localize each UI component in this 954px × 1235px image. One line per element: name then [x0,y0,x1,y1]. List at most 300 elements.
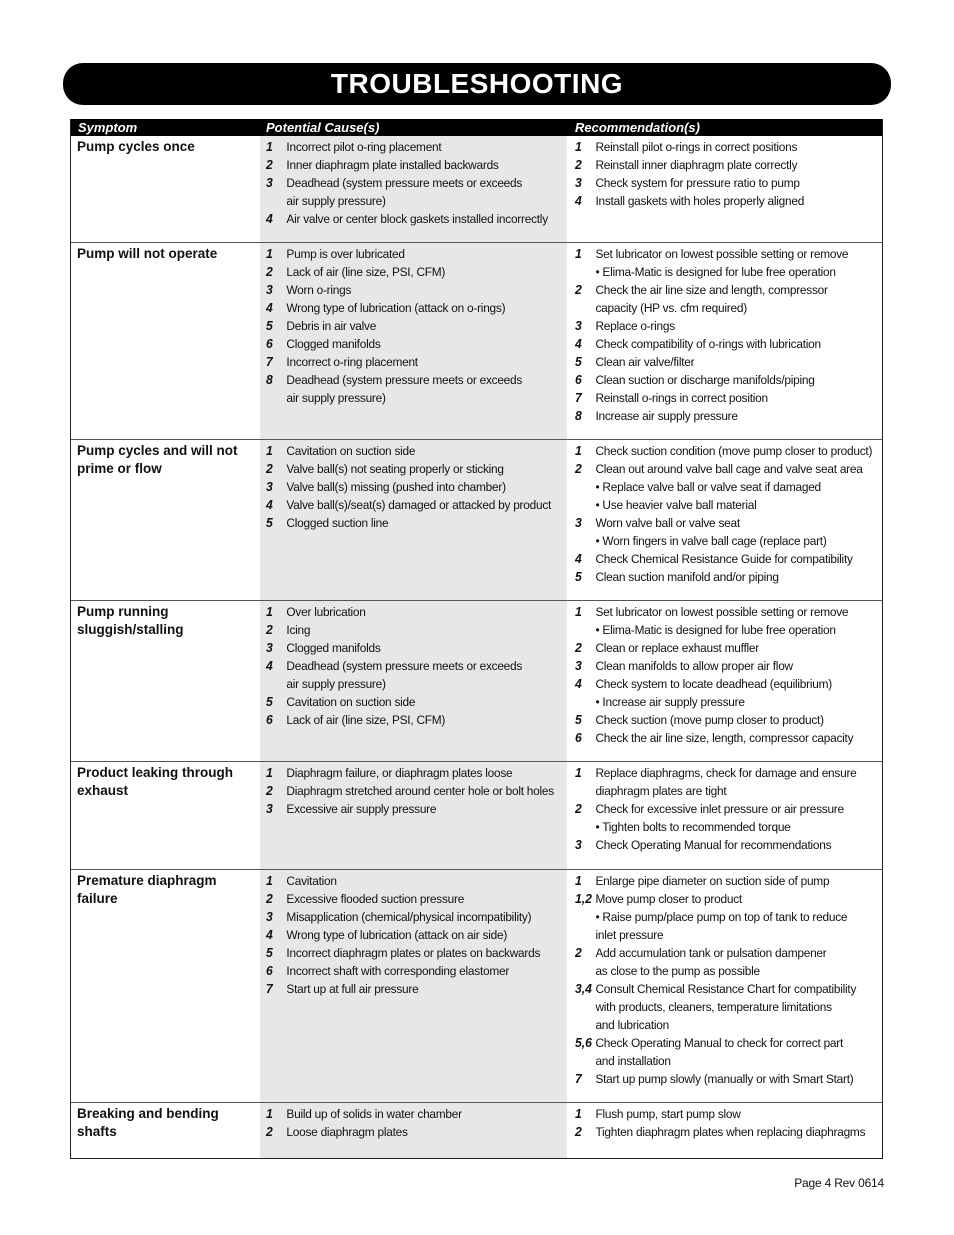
list-item [575,478,874,496]
list-item [266,890,559,908]
item-number: 3,4 [575,982,592,996]
list-item [575,675,874,693]
item-text: • Tighten bolts to recommended torque [595,820,791,834]
item-number [266,192,286,210]
item-text: Check system for pressure ratio to pump [595,176,800,190]
item-number: 5,6 [575,1036,592,1050]
item-number: 1 [266,1107,273,1121]
item-text: and installation [595,1054,671,1068]
item-text: Pump is over lubricated [286,247,405,261]
item-text: Flush pump, start pump slow [595,1107,741,1121]
item-number: 1 [575,605,582,619]
item-number [575,621,595,639]
item-text: Incorrect diaphragm plates or plates on backwards [286,946,541,960]
item-text: Clean or replace exhaust muffler [595,641,760,655]
item-text: Deadhead (system pressure meets or exceeds [286,373,523,387]
causes-cell [260,1103,567,1158]
symptom-text: shafts [77,1124,117,1139]
list-item [575,800,874,818]
list-item [575,550,874,568]
item-text: • Elima-Matic is designed for lube free operation [595,265,836,279]
list-item [575,389,874,407]
list-item [266,192,559,210]
list-item [575,335,874,353]
item-number: 7 [266,355,273,369]
item-number: 4 [575,337,582,351]
item-number: 2 [266,158,273,172]
header-cause: Potential Cause(s) [266,120,380,135]
list-item [575,281,874,299]
table-row [71,1102,882,1158]
list-item [266,782,559,800]
list-item [266,317,559,335]
item-number: 3 [575,176,582,190]
item-number [575,962,595,980]
list-item [266,371,559,389]
item-number: 2 [266,462,273,476]
item-number: 2 [575,802,582,816]
item-text: Check system to locate deadhead (equilibrium) [595,677,832,691]
item-number: 2 [575,158,582,172]
header-recommendation: Recommendation(s) [575,120,700,135]
item-number: 1 [266,605,273,619]
list-item [266,460,559,478]
item-number: 3 [575,516,582,530]
item-number: 1 [575,444,582,458]
list-item [575,299,874,317]
item-number: 2 [266,892,273,906]
list-item [266,657,559,675]
list-item [266,926,559,944]
item-number: 3 [266,283,273,297]
symptom-cell [71,762,260,869]
item-text: Excessive flooded suction pressure [286,892,465,906]
symptom-text: failure [77,891,118,906]
list-item [575,836,874,854]
list-item [266,478,559,496]
item-text: and lubrication [595,1018,670,1032]
item-text: Wrong type of lubrication (attack on air side) [286,928,508,942]
causes-cell [260,762,567,869]
item-text: Set lubricator on lowest possible setting or remove [595,605,849,619]
item-number [575,926,595,944]
item-text: Clean air valve/filter [595,355,695,369]
symptom-text: Breaking and bending [77,1106,219,1121]
item-text: • Increase air supply pressure [595,695,745,709]
list-item [575,1034,874,1052]
causes-cell [260,243,567,439]
list-item [575,621,874,639]
list-item [266,389,559,407]
item-number: 4 [266,928,273,942]
recommendations-cell [567,1103,882,1158]
item-number: 4 [266,212,273,226]
item-number: 2 [575,641,582,655]
item-number: 5 [266,319,273,333]
item-number [266,389,286,407]
item-number: 5 [266,695,273,709]
list-item [575,532,874,550]
causes-cell [260,440,567,600]
item-number: 4 [575,552,582,566]
list-item [266,174,559,192]
item-text: Lack of air (line size, PSI, CFM) [286,265,446,279]
list-item [266,711,559,729]
list-item [266,245,559,263]
item-number: 4 [266,659,273,673]
table-row [71,242,882,439]
item-number [575,299,595,317]
symptom-cell [71,1103,260,1158]
list-item [266,335,559,353]
table-row [71,439,882,600]
list-item [266,281,559,299]
item-text: Move pump closer to product [595,892,742,906]
symptom-cell [71,870,260,1102]
item-number [575,263,595,281]
item-text: with products, cleaners, temperature limitations [595,1000,832,1014]
item-number: 2 [266,784,273,798]
item-text: Loose diaphragm plates [286,1125,408,1139]
item-number: 2 [266,265,273,279]
causes-cell [260,870,567,1102]
list-item [575,514,874,532]
list-item [266,980,559,998]
item-text: Excessive air supply pressure [286,802,437,816]
symptom-text: Product leaking through [77,765,234,780]
item-text: Check Operating Manual to check for correct part [595,1036,844,1050]
item-number: 1 [575,874,582,888]
item-text: Check the air line size and length, compressor [595,283,828,297]
item-number [575,908,595,926]
item-number: 1,2 [575,892,592,906]
item-text: Check Chemical Resistance Guide for compatibility [595,552,853,566]
list-item [575,442,874,460]
table-body [71,136,882,1158]
list-item [575,138,874,156]
item-number: 3 [266,480,273,494]
list-item [575,460,874,478]
item-text: Clean suction or discharge manifolds/piping [595,373,815,387]
item-text: Worn valve ball or valve seat [595,516,740,530]
title-bar [63,63,891,105]
item-number: 6 [266,713,273,727]
symptom-text: Pump running [77,604,169,619]
list-item [266,944,559,962]
page-number: Page 4 Rev 0614 [794,1176,884,1190]
item-number: 8 [575,409,582,423]
item-number [575,693,595,711]
list-item [266,353,559,371]
item-number: 4 [266,301,273,315]
item-number: 5 [575,570,582,584]
item-number: 3 [575,659,582,673]
item-number: 7 [575,1072,582,1086]
symptom-text: Pump cycles and will not [77,443,238,458]
item-text: Cavitation [286,874,337,888]
table-row [71,761,882,869]
item-number: 2 [266,623,273,637]
list-item [575,998,874,1016]
item-number: 2 [575,946,582,960]
item-number: 4 [266,498,273,512]
table-row [71,869,882,1102]
item-number: 3 [575,838,582,852]
list-item [575,245,874,263]
item-number: 5 [266,516,273,530]
item-text: Incorrect o-ring placement [286,355,418,369]
item-number [575,998,595,1016]
list-item [575,407,874,425]
item-number: 2 [575,462,582,476]
symptom-text: exhaust [77,783,129,798]
list-item [266,639,559,657]
list-item [266,675,559,693]
list-item [575,711,874,729]
item-number: 3 [266,910,273,924]
symptom-cell [71,601,260,761]
list-item [266,603,559,621]
list-item [266,299,559,317]
symptom-text: Pump will not operate [77,246,218,261]
item-text: Build up of solids in water chamber [286,1107,462,1121]
list-item [575,317,874,335]
table-header [71,119,882,136]
item-number: 1 [266,874,273,888]
item-number: 1 [575,766,582,780]
item-text: Check the air line size, length, compressor capacity [595,731,854,745]
item-text: Check suction condition (move pump closer to product) [595,444,873,458]
item-number [575,532,595,550]
item-number: 3 [266,802,273,816]
item-text: • Elima-Matic is designed for lube free operation [595,623,836,637]
item-number: 3 [266,176,273,190]
recommendations-cell [567,870,882,1102]
list-item [575,371,874,389]
item-number: 4 [575,194,582,208]
item-number: 3 [266,641,273,655]
item-text: Install gaskets with holes properly aligned [595,194,805,208]
list-item [575,657,874,675]
item-text: Start up at full air pressure [286,982,419,996]
list-item [266,621,559,639]
item-number: 6 [575,731,582,745]
list-item [575,1123,874,1141]
list-item [266,872,559,890]
item-text: Check Operating Manual for recommendations [595,838,832,852]
list-item [575,962,874,980]
item-number [575,1016,595,1034]
item-text: Check for excessive inlet pressure or air pressure [595,802,844,816]
list-item [575,890,874,908]
item-text: as close to the pump as possible [595,964,760,978]
symptom-cell [71,243,260,439]
list-item [575,192,874,210]
list-item [266,962,559,980]
item-text: Incorrect shaft with corresponding elastomer [286,964,510,978]
list-item [575,926,874,944]
item-text: air supply pressure) [286,194,386,208]
item-text: Consult Chemical Resistance Chart for compatibility [595,982,857,996]
item-text: • Raise pump/place pump on top of tank to reduce [595,910,848,924]
item-text: • Worn fingers in valve ball cage (replace part) [595,534,827,548]
item-text: Cavitation on suction side [286,444,416,458]
item-number: 7 [575,391,582,405]
item-text: Clogged manifolds [286,337,381,351]
list-item [266,263,559,281]
item-text: Wrong type of lubrication (attack on o-rings) [286,301,506,315]
list-item [575,1052,874,1070]
item-text: Enlarge pipe diameter on suction side of pump [595,874,830,888]
list-item [266,693,559,711]
item-number: 2 [575,283,582,297]
item-text: Diaphragm stretched around center hole or bolt holes [286,784,554,798]
list-item [266,138,559,156]
list-item [575,944,874,962]
list-item [266,210,559,228]
item-number: 1 [266,766,273,780]
item-text: capacity (HP vs. cfm required) [595,301,747,315]
item-text: inlet pressure [595,928,664,942]
list-item [575,693,874,711]
table-row [71,600,882,761]
item-number: 1 [575,140,582,154]
item-text: Clogged suction line [286,516,389,530]
list-item [575,782,874,800]
item-text: Replace o-rings [595,319,675,333]
symptom-text: Pump cycles once [77,139,195,154]
list-item [266,496,559,514]
list-item [575,1105,874,1123]
list-item [575,872,874,890]
item-text: Valve ball(s) missing (pushed into chamber) [286,480,506,494]
list-item [575,818,874,836]
list-item [575,174,874,192]
item-text: Clogged manifolds [286,641,381,655]
list-item [575,156,874,174]
list-item [266,800,559,818]
item-text: Check suction (move pump closer to product) [595,713,824,727]
list-item [575,353,874,371]
item-number: 2 [575,1125,582,1139]
recommendations-cell [567,762,882,869]
item-number: 7 [266,982,273,996]
item-text: Misapplication (chemical/physical incompatibility) [286,910,532,924]
item-text: Set lubricator on lowest possible setting or remove [595,247,849,261]
list-item [266,908,559,926]
list-item [266,442,559,460]
item-text: Deadhead (system pressure meets or exceeds [286,176,523,190]
list-item [575,603,874,621]
item-number: 4 [575,677,582,691]
causes-cell [260,136,567,242]
item-text: diaphragm plates are tight [595,784,727,798]
item-text: Debris in air valve [286,319,377,333]
item-text: Incorrect pilot o-ring placement [286,140,442,154]
item-number: 1 [575,1107,582,1121]
item-text: Start up pump slowly (manually or with Smart Start) [595,1072,854,1086]
item-number: 1 [266,444,273,458]
item-text: Replace diaphragms, check for damage and ensure [595,766,857,780]
item-text: Cavitation on suction side [286,695,416,709]
list-item [575,1016,874,1034]
item-number [575,818,595,836]
item-text: • Replace valve ball or valve seat if damaged [595,480,821,494]
symptom-cell [71,136,260,242]
item-number: 3 [575,319,582,333]
list-item [266,1123,559,1141]
item-number: 1 [575,247,582,261]
item-number: 6 [575,373,582,387]
item-number: 6 [266,964,273,978]
item-text: Check compatibility of o-rings with lubrication [595,337,821,351]
item-text: Inner diaphragm plate installed backwards [286,158,499,172]
table-row [71,136,882,242]
header-symptom: Symptom [78,120,138,135]
item-text: Deadhead (system pressure meets or exceeds [286,659,523,673]
item-text: Reinstall o-rings in correct position [595,391,768,405]
list-item [266,514,559,532]
recommendations-cell [567,243,882,439]
list-item [575,263,874,281]
item-text: Clean manifolds to allow proper air flow [595,659,793,673]
recommendations-cell [567,136,882,242]
item-number [575,782,595,800]
item-number: 5 [575,713,582,727]
symptom-text: prime or flow [77,461,162,476]
item-number: 6 [266,337,273,351]
symptom-text: sluggish/stalling [77,622,184,637]
page-title: TROUBLESHOOTING [330,68,624,99]
item-text: Reinstall pilot o-rings in correct positions [595,140,798,154]
item-text: Icing [286,623,311,637]
item-number: 1 [266,140,273,154]
item-text: • Use heavier valve ball material [595,498,757,512]
item-number: 1 [266,247,273,261]
item-text: Reinstall inner diaphragm plate correctly [595,158,798,172]
item-number [575,496,595,514]
list-item [575,1070,874,1088]
item-text: Increase air supply pressure [595,409,738,423]
item-text: Add accumulation tank or pulsation dampener [595,946,827,960]
list-item [575,764,874,782]
item-text: Diaphragm failure, or diaphragm plates loose [286,766,513,780]
item-number: 2 [266,1125,273,1139]
item-text: Valve ball(s)/seat(s) damaged or attacked by product [286,498,552,512]
item-number: 8 [266,373,273,387]
list-item [266,764,559,782]
symptom-text: Premature diaphragm [77,873,217,888]
list-item [575,639,874,657]
list-item [575,908,874,926]
symptom-cell [71,440,260,600]
causes-cell [260,601,567,761]
item-text: Clean suction manifold and/or piping [595,570,779,584]
item-number [266,675,286,693]
item-text: Over lubrication [286,605,366,619]
item-text: Clean out around valve ball cage and valve seat area [595,462,863,476]
item-text: Tighten diaphragm plates when replacing diaphragms [595,1125,866,1139]
item-number [575,1052,595,1070]
troubleshooting-table [70,119,883,1159]
item-text: air supply pressure) [286,677,386,691]
recommendations-cell [567,440,882,600]
item-number: 5 [266,946,273,960]
item-text: Worn o-rings [286,283,352,297]
item-number [575,478,595,496]
list-item [575,729,874,747]
item-text: Valve ball(s) not seating properly or sticking [286,462,504,476]
